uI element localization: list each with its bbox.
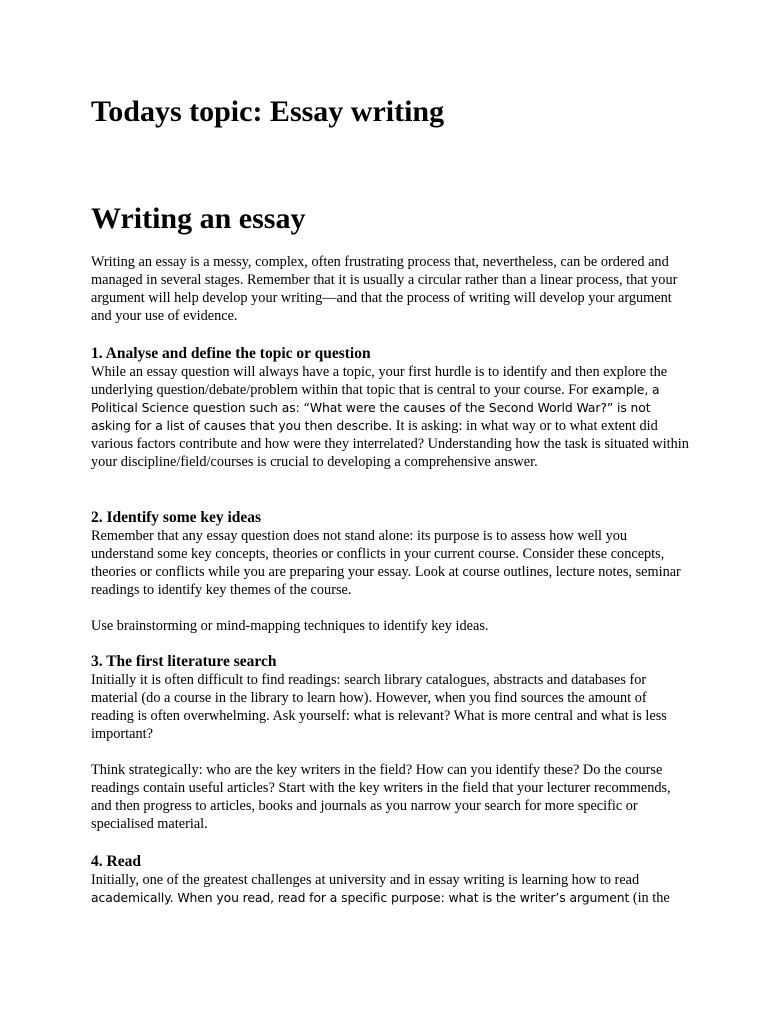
section-3-paragraph-1: Initially it is often difficult to find readings: search library catalogues, abstracts and databases for material (do a course in the library to learn how). However, when you find sources the amount of reading is often overwhelming. Ask yourself: what is relevant? What is more central and what is less important?	[91, 672, 667, 742]
section-3-paragraph-2: Think strategically: who are the key writers in the field? How can you identify these? Do the course readings contain useful articles? Start with the key writers in the field that your lecturer recommends, and then progress to articles, books and journals as you narrow your search for more specific or specialised material.	[91, 762, 671, 832]
section-2-paragraph-1: Remember that any essay question does not stand alone: its purpose is to assess how well you understand some key concepts, theories or conflicts in your current course. Consider these concepts, theories or conflicts while you are preparing your essay. Look at course outlines, lecture notes, seminar readings to identify key themes of the course.	[91, 528, 681, 598]
section-2-paragraph-2: Use brainstorming or mind-mapping techniques to identify key ideas.	[91, 618, 489, 634]
section-2-heading: 2. Identify some key ideas	[91, 509, 262, 526]
section-title: Writing an essay	[91, 202, 306, 235]
section-4-text-c: (in the	[629, 890, 670, 906]
section-3	[91, 653, 691, 833]
section-4-text-b: academically. When you read, read for a specific purpose: what is the writer’s argument	[91, 890, 630, 905]
section-1-heading: 1. Analyse and define the topic or question	[91, 345, 371, 362]
section-1	[91, 345, 691, 471]
section-1-text-a: While an essay question will always have a topic, your first hurdle is to identify and then explore the underlying question/debate/problem within that topic that is central to your course. For	[91, 364, 668, 398]
intro-paragraph: Writing an essay is a messy, complex, often frustrating process that, nevertheless, can be ordered and managed in several stages. Remember that it is usually a circular rather than a linear process, that your argument will help develop your writing—and that the process of writing will develop your argument and your use of evidence.	[91, 254, 678, 324]
section-4	[91, 853, 691, 907]
section-4-paragraph	[91, 871, 691, 907]
section-4-heading: 4. Read	[91, 853, 141, 870]
section-1-text-b: example, a Political Science question such as: “What were the causes of the Second World War?” is not asking for a list of causes that you then describe.	[91, 382, 660, 433]
section-1-text-c: It is asking: in what way or to what extent did various factors contribute and how were they interrelated? Understanding how the task is situated within your discipline/field/courses is crucial to developing a comprehensive answer.	[91, 418, 689, 470]
section-1-paragraph	[91, 363, 691, 471]
section-2	[91, 509, 691, 635]
section-3-heading: 3. The first literature search	[91, 653, 277, 670]
section-4-text-a: Initially, one of the greatest challenges at university and in essay writing is learning how to read	[91, 872, 640, 888]
intro-block	[91, 253, 691, 325]
page-title: Todays topic: Essay writing	[91, 95, 445, 128]
